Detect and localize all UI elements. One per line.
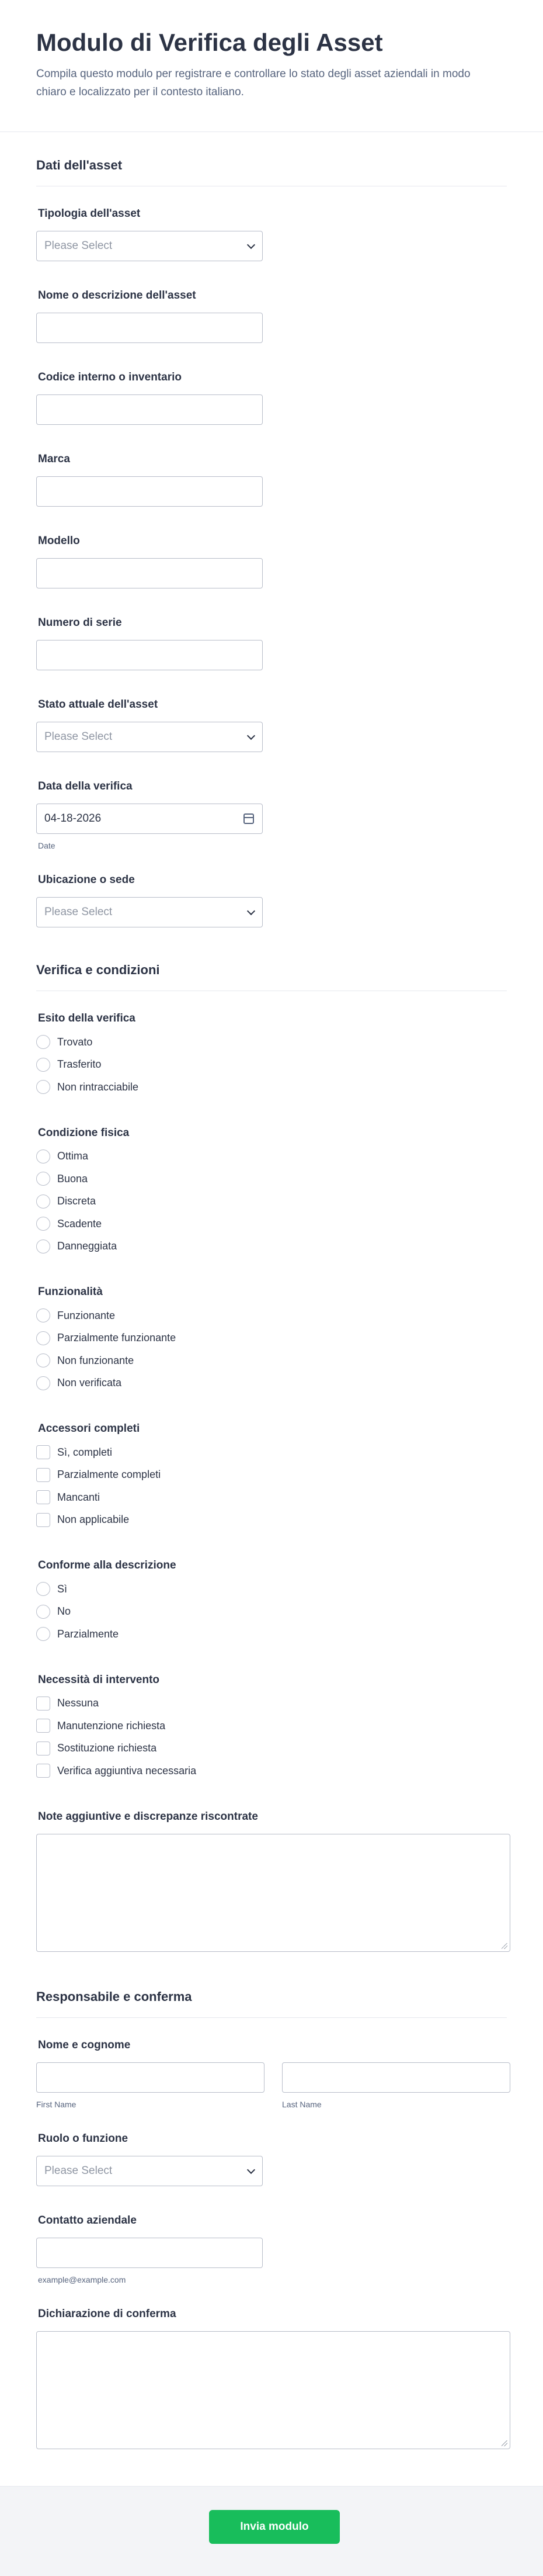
ubicazione-select[interactable]	[36, 897, 263, 927]
option-label: Non verificata	[57, 1377, 122, 1389]
modello-input[interactable]	[36, 558, 263, 588]
section-header	[36, 1964, 507, 2018]
email-sublabel: example@example.com	[38, 2274, 126, 2284]
field-label: Nome e cognome	[38, 2038, 131, 2051]
option-label: Parzialmente funzionante	[57, 1332, 176, 1344]
field-label: Data della verifica	[38, 780, 133, 793]
option-label: Nessuna	[57, 1697, 99, 1709]
submit-button[interactable]: Invia modulo	[209, 2510, 340, 2544]
name-row	[36, 2062, 507, 2109]
section-responsible	[0, 1964, 543, 2449]
resize-handle-icon[interactable]	[502, 2440, 507, 2446]
field-label: Ruolo o funzione	[38, 2132, 128, 2145]
option-label: Mancanti	[57, 1491, 100, 1503]
section-header	[36, 937, 507, 991]
option-label: Non applicabile	[57, 1514, 130, 1526]
email-input[interactable]	[36, 2238, 263, 2268]
field-label: Contatto aziendale	[38, 2214, 137, 2227]
option-label: No	[57, 1605, 71, 1618]
field-label: Dichiarazione di conferma	[38, 2307, 176, 2320]
section-title: Verifica e condizioni	[36, 962, 160, 978]
chevron-down-icon	[247, 732, 255, 740]
section-title: Dati dell'asset	[36, 158, 123, 173]
radio-option[interactable]	[38, 1304, 507, 1327]
option-label: Discreta	[57, 1195, 96, 1207]
section-header	[36, 132, 507, 186]
radio-button[interactable]	[36, 1376, 50, 1390]
nome-input[interactable]	[36, 313, 263, 343]
field-label: Esito della verifica	[38, 1012, 135, 1025]
checkbox-option[interactable]	[38, 1760, 507, 1782]
field-label: Accessori completi	[38, 1422, 140, 1435]
field-label: Codice interno o inventario	[38, 371, 182, 384]
field-label: Conforme alla descrizione	[38, 1559, 176, 1572]
option-label: Ottima	[57, 1150, 89, 1162]
chevron-down-icon	[247, 907, 255, 915]
option-label: Trovato	[57, 1036, 93, 1048]
radio-button[interactable]	[36, 1308, 50, 1322]
field-stato	[36, 698, 507, 752]
field-tipologia	[36, 207, 507, 261]
radio-button[interactable]	[36, 1080, 50, 1094]
radio-option[interactable]	[38, 1168, 507, 1190]
radio-button[interactable]	[36, 1353, 50, 1367]
checkbox-option[interactable]	[38, 1509, 507, 1532]
form-subtitle: Compila questo modulo per registrare e controllare lo stato degli asset aziendali in modo chiaro e localizzato per il contesto italiano.	[36, 68, 471, 98]
select-placeholder: Please Select	[44, 2164, 113, 2177]
resize-handle-icon[interactable]	[502, 1943, 507, 1949]
field-label: Modello	[38, 535, 80, 548]
radio-button[interactable]	[36, 1058, 50, 1072]
checkbox-option[interactable]	[38, 1486, 507, 1509]
radio-button[interactable]	[36, 1194, 50, 1209]
field-accessori	[36, 1422, 507, 1531]
field-condizione	[36, 1127, 507, 1258]
select-placeholder: Please Select	[44, 240, 113, 252]
radio-option[interactable]	[38, 1076, 507, 1099]
radio-button[interactable]	[36, 1035, 50, 1049]
option-label: Sì, completi	[57, 1446, 113, 1458]
checkbox-option[interactable]	[38, 1737, 507, 1760]
checkbox-option[interactable]	[38, 1692, 507, 1715]
dichiarazione-textarea[interactable]	[36, 2331, 510, 2449]
option-label: Non rintracciabile	[57, 1081, 139, 1093]
checkbox[interactable]	[36, 1445, 50, 1459]
first-name-input[interactable]	[36, 2062, 264, 2093]
stato-select[interactable]	[36, 722, 263, 752]
field-data	[36, 780, 507, 850]
calendar-icon[interactable]	[243, 813, 254, 824]
option-label: Parzialmente completi	[57, 1469, 161, 1481]
field-seriale	[36, 617, 507, 670]
checkbox[interactable]	[36, 1696, 50, 1711]
field-label: Funzionalità	[38, 1286, 103, 1299]
field-modello	[36, 535, 507, 588]
checkbox-option[interactable]	[38, 1441, 507, 1464]
option-label: Danneggiata	[57, 1240, 117, 1252]
checkbox[interactable]	[36, 1719, 50, 1733]
field-responsabile	[36, 2039, 507, 2109]
option-label: Manutenzione richiesta	[57, 1719, 166, 1732]
field-label: Necessità di intervento	[38, 1673, 160, 1686]
tipologia-select[interactable]	[36, 231, 263, 261]
radio-button[interactable]	[36, 1239, 50, 1254]
form-title: Modulo di Verifica degli Asset	[36, 29, 383, 56]
note-textarea[interactable]	[36, 1834, 510, 1952]
option-label: Sostituzione richiesta	[57, 1742, 157, 1754]
radio-option[interactable]	[38, 1372, 507, 1395]
option-label: Scadente	[57, 1217, 102, 1230]
date-input[interactable]	[36, 804, 263, 834]
field-label: Ubicazione o sede	[38, 874, 135, 887]
chevron-down-icon	[247, 241, 255, 249]
option-label: Parzialmente	[57, 1628, 119, 1640]
first-name-col	[36, 2062, 264, 2109]
date-value: 04-18-2026	[44, 812, 102, 825]
option-label: Funzionante	[57, 1309, 116, 1321]
field-note	[36, 1810, 507, 1952]
radio-button[interactable]	[36, 1217, 50, 1231]
checkbox-option[interactable]	[38, 1464, 507, 1487]
radio-button[interactable]	[36, 1605, 50, 1619]
select-placeholder: Please Select	[44, 730, 113, 743]
radio-option[interactable]	[38, 1601, 507, 1623]
option-label: Trasferito	[57, 1058, 102, 1071]
checkbox[interactable]	[36, 1490, 50, 1504]
seriale-input[interactable]	[36, 640, 263, 670]
radio-option[interactable]	[38, 1349, 507, 1372]
field-codice	[36, 371, 507, 425]
field-nome	[36, 289, 507, 343]
field-label: Note aggiuntive e discrepanze riscontrate	[38, 1810, 258, 1823]
field-contatto	[36, 2214, 507, 2284]
field-label: Numero di serie	[38, 617, 122, 629]
radio-option[interactable]	[38, 1145, 507, 1168]
radio-option[interactable]	[38, 1031, 507, 1054]
field-marca	[36, 453, 507, 507]
radio-button[interactable]	[36, 1331, 50, 1345]
field-conforme	[36, 1559, 507, 1646]
form-footer	[0, 2486, 543, 2576]
chevron-down-icon	[247, 2166, 255, 2174]
checkbox[interactable]	[36, 1513, 50, 1527]
field-ruolo	[36, 2132, 507, 2186]
radio-button[interactable]	[36, 1149, 50, 1164]
last-name-input[interactable]	[282, 2062, 510, 2093]
radio-option[interactable]	[38, 1235, 507, 1258]
checkbox[interactable]	[36, 1741, 50, 1756]
codice-input[interactable]	[36, 394, 263, 425]
last-name-col	[282, 2062, 510, 2109]
section-asset-data	[0, 132, 543, 927]
checkbox-option[interactable]	[38, 1715, 507, 1737]
option-label: Verifica aggiuntiva necessaria	[57, 1764, 197, 1777]
radio-option[interactable]	[38, 1327, 507, 1350]
checkbox[interactable]	[36, 1764, 50, 1778]
field-funzionalita	[36, 1286, 507, 1394]
field-label: Tipologia dell'asset	[38, 207, 141, 220]
radio-button[interactable]	[36, 1582, 50, 1596]
field-label: Nome o descrizione dell'asset	[38, 289, 196, 302]
radio-button[interactable]	[36, 1172, 50, 1186]
form-header	[0, 0, 543, 132]
field-label: Marca	[38, 453, 70, 466]
last-name-sublabel: Last Name	[282, 2099, 322, 2109]
field-esito	[36, 1012, 507, 1099]
option-label: Non funzionante	[57, 1354, 134, 1366]
radio-option[interactable]	[38, 1623, 507, 1646]
first-name-sublabel: First Name	[36, 2099, 76, 2109]
radio-option[interactable]	[38, 1578, 507, 1601]
option-label: Buona	[57, 1172, 88, 1185]
date-sublabel: Date	[38, 841, 55, 851]
radio-button[interactable]	[36, 1627, 50, 1641]
field-label: Stato attuale dell'asset	[38, 698, 158, 711]
radio-option[interactable]	[38, 1054, 507, 1076]
radio-option[interactable]	[38, 1190, 507, 1213]
ruolo-select[interactable]	[36, 2156, 263, 2186]
field-intervento	[36, 1674, 507, 1782]
marca-input[interactable]	[36, 476, 263, 507]
field-dichiarazione	[36, 2308, 507, 2449]
option-label: Sì	[57, 1583, 68, 1595]
field-ubicazione	[36, 874, 507, 927]
checkbox[interactable]	[36, 1468, 50, 1482]
field-label: Condizione fisica	[38, 1126, 130, 1139]
section-verification	[0, 937, 543, 1952]
section-title: Responsabile e conferma	[36, 1989, 192, 2004]
radio-option[interactable]	[38, 1213, 507, 1235]
select-placeholder: Please Select	[44, 906, 113, 919]
